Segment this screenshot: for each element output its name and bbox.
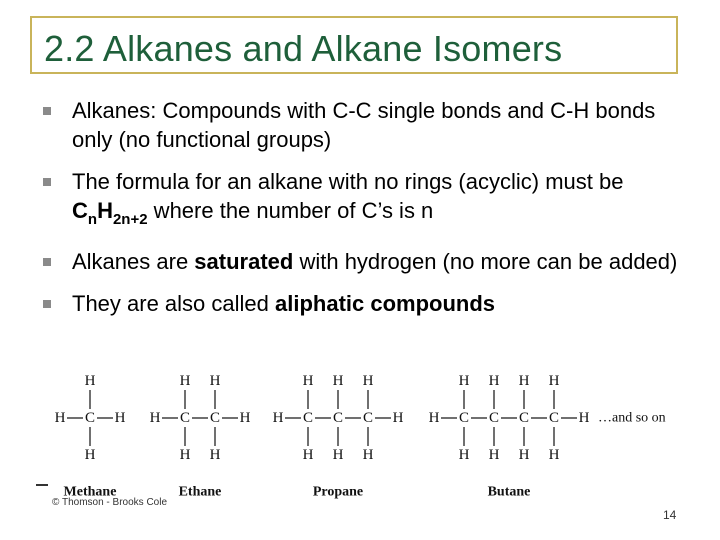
alkane-structures-figure (40, 366, 690, 500)
hydrogen-atom: H (239, 410, 251, 426)
credit-dash (36, 484, 48, 486)
hydrogen-atom: H (548, 447, 560, 463)
image-credit: © Thomson - Brooks Cole (52, 497, 168, 508)
bullet-text (72, 169, 624, 228)
carbon-atom: C (332, 410, 344, 426)
title-underline (30, 72, 678, 74)
formula-n-subscript: n (87, 211, 98, 228)
carbon-atom: C (488, 410, 500, 426)
bullet-marker-icon (43, 178, 51, 186)
bullet-item-formula (40, 167, 690, 234)
bold-term-saturated: saturated (194, 249, 294, 274)
hydrogen-atom: H (272, 410, 284, 426)
bullet-text-part: They are also called (72, 291, 275, 316)
bullet-item-aliphatic (40, 289, 690, 318)
carbon-atom: C (548, 410, 560, 426)
bullet-text-part: with hydrogen (no more can be added) (293, 249, 678, 274)
carbon-atom: C (302, 410, 314, 426)
slide-title: 2.2 Alkanes and Alkane Isomers (44, 28, 563, 69)
bullet-text-part: The formula for an alkane with no rings (acyclic) must be (72, 169, 624, 194)
molecule-name-label: Propane (312, 484, 364, 500)
hydrogen-atom: H (84, 447, 96, 463)
bullet-item-alkanes-definition (40, 96, 690, 154)
hydrogen-atom: H (209, 447, 221, 463)
hydrogen-atom: H (548, 373, 560, 389)
bullet-marker-icon (43, 258, 51, 266)
hydrogen-atom: H (209, 373, 221, 389)
bullet-text: Alkanes: Compounds with C-C single bonds and C-H bonds only (no functional groups) (72, 98, 656, 152)
molecule-name-label: Ethane (178, 484, 222, 500)
title-frame-right (676, 16, 678, 74)
hydrogen-atom: H (54, 410, 66, 426)
formula-2n2-subscript: 2n+2 (112, 211, 148, 228)
hydrogen-atom: H (518, 373, 530, 389)
hydrogen-atom: H (458, 447, 470, 463)
hydrogen-atom: H (179, 447, 191, 463)
carbon-atom: C (458, 410, 470, 426)
hydrogen-atom: H (518, 447, 530, 463)
hydrogen-atom: H (302, 447, 314, 463)
hydrogen-atom: H (302, 373, 314, 389)
bullet-marker-icon (43, 300, 51, 308)
page-number: 14 (663, 508, 677, 522)
hydrogen-atom: H (84, 373, 96, 389)
carbon-atom: C (84, 410, 96, 426)
hydrogen-atom: H (428, 410, 440, 426)
formula-c: C (72, 198, 88, 223)
hydrogen-atom: H (114, 410, 126, 426)
hydrogen-atom: H (488, 447, 500, 463)
bullet-text-part: Alkanes are (72, 249, 195, 274)
molecule-name-label: Methane (63, 484, 117, 500)
carbon-atom: C (518, 410, 530, 426)
bold-term-aliphatic: aliphatic compounds (275, 291, 496, 316)
hydrogen-atom: H (149, 410, 161, 426)
bullet-text-part: where the number of C’s is n (147, 198, 434, 223)
carbon-atom: C (362, 410, 374, 426)
carbon-atom: C (179, 410, 191, 426)
title-frame-top (30, 16, 678, 18)
hydrogen-atom: H (392, 410, 404, 426)
hydrogen-atom: H (458, 373, 470, 389)
bullet-text (72, 291, 495, 316)
hydrogen-atom: H (332, 373, 344, 389)
hydrogen-atom: H (578, 410, 590, 426)
hydrogen-atom: H (332, 447, 344, 463)
hydrogen-atom: H (362, 373, 374, 389)
bullet-list (40, 96, 690, 331)
title-frame-left (30, 16, 32, 74)
hydrogen-atom: H (488, 373, 500, 389)
bullet-marker-icon (43, 107, 51, 115)
molecule-name-label: Butane (487, 484, 531, 500)
hydrogen-atom: H (362, 447, 374, 463)
and-so-on-label: …and so on (598, 410, 666, 426)
bullet-text (72, 249, 677, 274)
bullet-item-saturated (40, 247, 690, 276)
carbon-atom: C (209, 410, 221, 426)
hydrogen-atom: H (179, 373, 191, 389)
formula-h: H (97, 198, 113, 223)
